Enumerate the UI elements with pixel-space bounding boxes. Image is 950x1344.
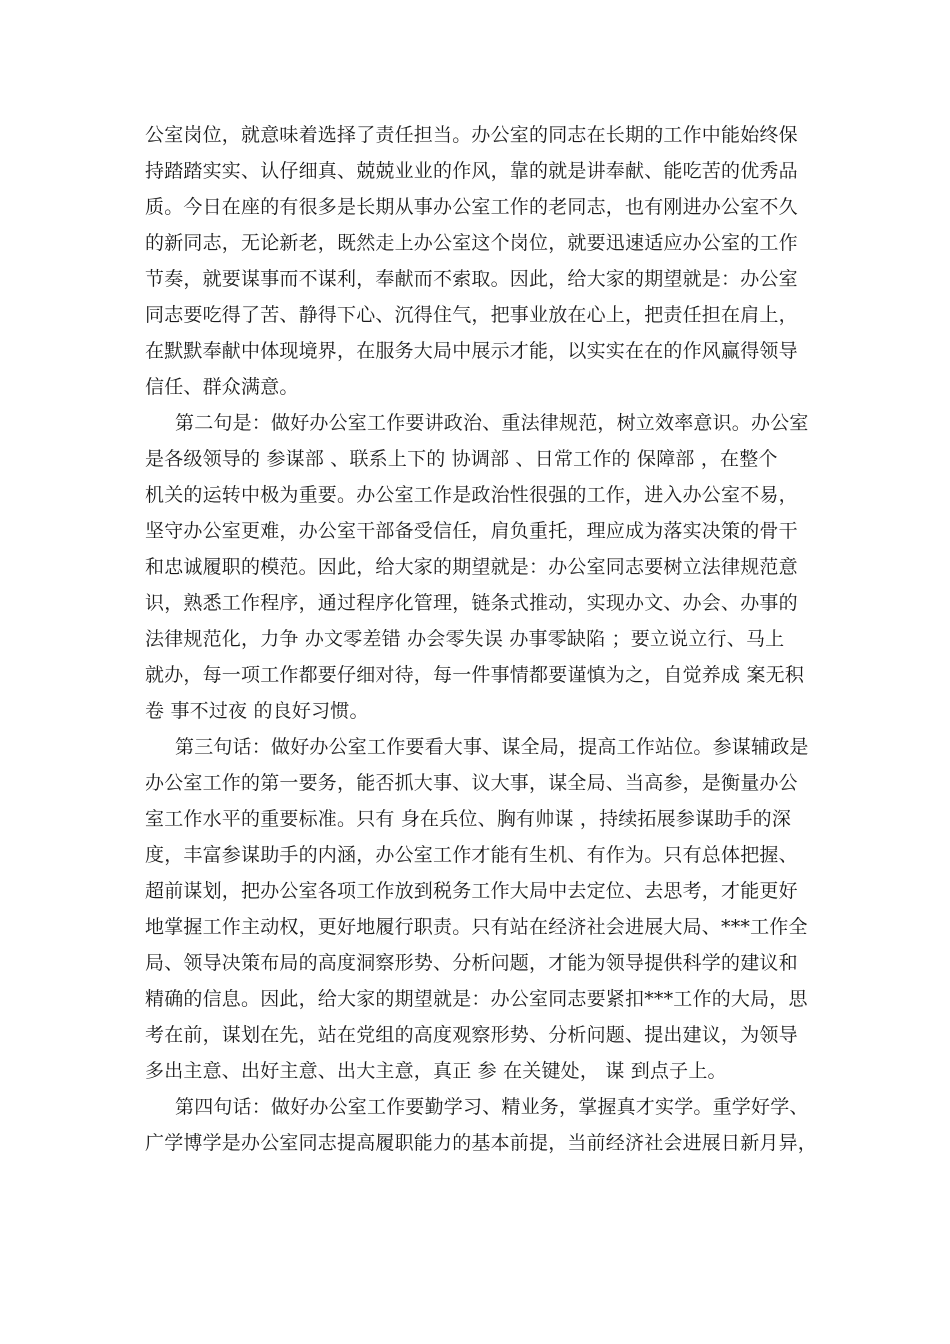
text-line: 机关的运转中极为重要。办公室工作是政治性很强的工作，进入办公室不易， (145, 484, 798, 506)
text-line: 度，丰富参谋助手的内涵，办公室工作才能有生机、有作为。只有总体把握、 (145, 844, 798, 866)
text-line: 法律规范化，力争 办文零差错 办会零失误 办事零缺陷 ；要立说立行、马上 (145, 628, 785, 650)
text-line: 坚守办公室更难，办公室干部备受信任，肩负重托，理应成为落实决策的骨干 (145, 520, 798, 542)
text-line: 考在前，谋划在先，站在党组的高度观察形势、分析问题、提出建议，为领导 (145, 1024, 798, 1046)
text-line: 局、领导决策布局的高度洞察形势、分析问题，才能为领导提供科学的建议和 (145, 952, 798, 974)
text-line: 在默默奉献中体现境界，在服务大局中展示才能，以实实在在的作风赢得领导 (145, 340, 798, 362)
text-line: 持踏踏实实、认仔细真、兢兢业业的作风，靠的就是讲奉献、能吃苦的优秀品 (145, 160, 798, 182)
text-line: 是各级领导的 参谋部 、联系上下的 协调部 、日常工作的 保障部 ，在整个 (145, 448, 778, 470)
text-line: 办公室工作的第一要务，能否抓大事、议大事，谋全局、当高参，是衡量办公 (145, 772, 798, 794)
text-line: 的新同志，无论新老，既然走上办公室这个岗位，就要迅速适应办公室的工作 (145, 232, 798, 254)
paragraph-start-line: 第三句话：做好办公室工作要看大事、谋全局，提高工作站位。参谋辅政是 (175, 736, 809, 758)
text-line: 卷 事不过夜 的良好习惯。 (145, 700, 369, 722)
text-line: 就办，每一项工作都要仔细对待，每一件事情都要谨慎为之，自觉养成 案无积 (145, 664, 805, 686)
text-line: 质。今日在座的有很多是长期从事办公室工作的老同志，也有刚进办公室不久 (145, 196, 798, 218)
text-line: 和忠诚履职的模范。因此，给大家的期望就是：办公室同志要树立法律规范意 (145, 556, 798, 578)
text-line: 同志要吃得了苦、静得下心、沉得住气，把事业放在心上，把责任担在肩上， (145, 304, 798, 326)
text-line: 识，熟悉工作程序，通过程序化管理，链条式推动，实现办文、办会、办事的 (145, 592, 798, 614)
text-line: 精确的信息。因此，给大家的期望就是：办公室同志要紧扣***工作的大局，思 (145, 988, 808, 1010)
text-line: 超前谋划，把办公室各项工作放到税务工作大局中去定位、去思考，才能更好 (145, 880, 798, 902)
paragraph-start-line: 第二句是：做好办公室工作要讲政治、重法律规范，树立效率意识。办公室 (175, 412, 809, 434)
paragraph-start-line: 第四句话：做好办公室工作要勤学习、精业务，掌握真才实学。重学好学、 (175, 1096, 809, 1118)
text-line: 多出主意、出好主意、出大主意，真正 参 在关键处， 谋 到点子上。 (145, 1060, 727, 1082)
text-line: 节奏，就要谋事而不谋利，奉献而不索取。因此，给大家的期望就是：办公室 (145, 268, 798, 290)
text-line: 公室岗位，就意味着选择了责任担当。办公室的同志在长期的工作中能始终保 (145, 124, 798, 146)
text-line: 地掌握工作主动权，更好地履行职责。只有站在经济社会进展大局、***工作全 (145, 916, 808, 938)
text-line: 信任、群众满意。 (145, 376, 299, 398)
text-line: 室工作水平的重要标准。只有 身在兵位、胸有帅谋 ，持续拓展参谋助手的深 (145, 808, 792, 830)
text-line: 广学博学是办公室同志提高履职能力的基本前提，当前经济社会进展日新月异， (145, 1132, 818, 1154)
